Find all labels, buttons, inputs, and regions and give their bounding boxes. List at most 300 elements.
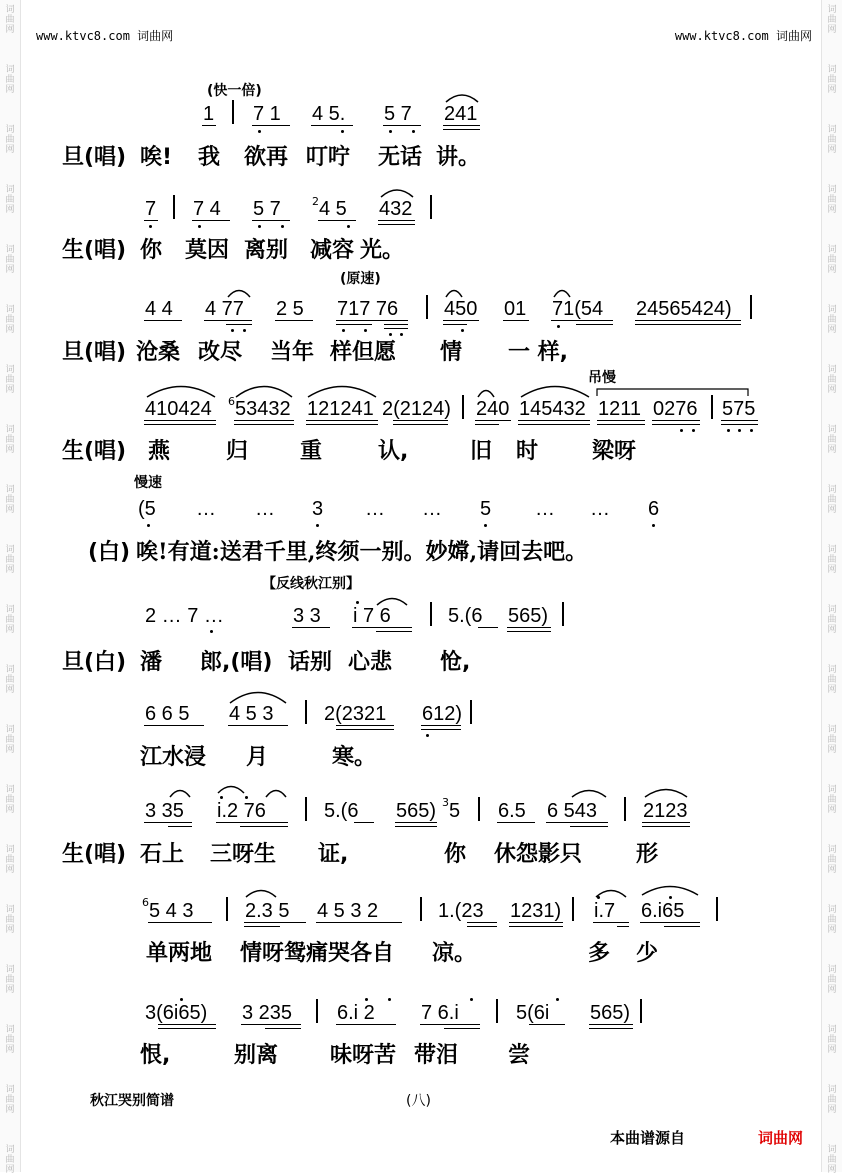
side-watermark: 词 曲 网 (5, 425, 15, 455)
low-dot (750, 429, 753, 432)
grace-note: 3 (442, 796, 449, 809)
side-watermark: 词 曲 网 (827, 905, 837, 935)
lyric: 单两地 (146, 941, 213, 966)
beam (158, 1028, 216, 1029)
beam (640, 922, 700, 923)
note: 4 5 (319, 198, 347, 220)
lyric: 恨, (140, 1043, 171, 1068)
slur (306, 382, 378, 398)
side-watermark: 词 曲 网 (827, 185, 837, 215)
beam (589, 1028, 633, 1029)
note: 1 (203, 103, 215, 125)
lyric: 梁呀 (592, 439, 637, 464)
beam (202, 125, 216, 126)
side-watermark: 词 曲 网 (827, 605, 837, 635)
beam (478, 627, 498, 628)
low-dot (412, 130, 415, 133)
lyric: 改尽 (198, 340, 243, 365)
barline (226, 897, 228, 921)
barline (562, 602, 564, 626)
beam (467, 922, 497, 923)
left-watermark-strip (0, 0, 21, 1172)
note: … (422, 498, 442, 520)
barline (640, 999, 642, 1023)
beam (475, 424, 499, 425)
barline (420, 897, 422, 921)
low-dot (341, 130, 344, 133)
beam (509, 922, 563, 923)
side-watermark: 词 曲 网 (5, 65, 15, 95)
beam (475, 420, 511, 421)
role-label: 生(唱) (62, 842, 127, 867)
side-watermark: 词 曲 网 (827, 1145, 837, 1175)
side-watermark: 词 曲 网 (5, 845, 15, 875)
grace-note: 6 (228, 395, 235, 408)
slur (226, 286, 252, 298)
note: 6.i65 (641, 900, 685, 922)
beam (252, 125, 290, 126)
beam (421, 725, 461, 726)
lyric: 尝 (508, 1043, 531, 1068)
tempo-mark: 慢速 (134, 475, 162, 491)
barline (426, 295, 428, 319)
beam (589, 1024, 633, 1025)
note: 5.(6 (448, 605, 483, 627)
slur (519, 382, 591, 398)
side-watermark: 词 曲 网 (5, 665, 15, 695)
beam (311, 125, 353, 126)
lyric: 归 (226, 439, 249, 464)
lyric: 离别 (244, 238, 289, 263)
note: 5.(6 (324, 800, 359, 822)
side-watermark: 词 曲 网 (827, 485, 837, 515)
beam (306, 424, 378, 425)
beam (444, 1028, 480, 1029)
beam (204, 320, 252, 321)
beam (336, 320, 408, 321)
beam (252, 220, 290, 221)
side-watermark: 词 曲 网 (827, 725, 837, 755)
lyric: 潘 (140, 650, 163, 675)
high-dot (365, 998, 368, 1001)
side-watermark: 词 曲 网 (827, 5, 837, 35)
lyric: 少 (636, 941, 659, 966)
beam (378, 224, 415, 225)
side-watermark: 词 曲 网 (5, 965, 15, 995)
beam (158, 1024, 216, 1025)
low-dot (198, 225, 201, 228)
note: … (590, 498, 610, 520)
note: 2123 (643, 800, 688, 822)
low-dot (389, 130, 392, 133)
score-title: 秋江哭别简谱 (90, 1093, 174, 1109)
high-dot (180, 998, 183, 1001)
note: 53432 (235, 398, 291, 420)
spoken-text: 唉!有道:送君千里,终须一别。妙嫦,请回去吧。 (136, 539, 588, 565)
lyric: 别离 (234, 1043, 279, 1068)
note: i.7 (594, 900, 616, 922)
beam (354, 822, 374, 823)
low-dot (557, 325, 560, 328)
lyric: 石上 (140, 842, 185, 867)
note: 4 5. (312, 103, 346, 125)
side-watermark: 词 曲 网 (5, 905, 15, 935)
beam (265, 1028, 301, 1029)
note: … (255, 498, 275, 520)
note: 7 4 (193, 198, 221, 220)
note: i.2 76 (217, 800, 266, 822)
beam (316, 922, 402, 923)
tempo-mark: (快一倍) (207, 83, 262, 99)
lyric: 沧桑 (136, 340, 181, 365)
beam (168, 826, 192, 827)
beam (336, 729, 394, 730)
note: 5 7 (253, 198, 281, 220)
right-watermark-strip (821, 0, 842, 1172)
barline (305, 700, 307, 724)
barline (470, 700, 472, 724)
note: 2 … 7 … (145, 605, 224, 627)
barline (750, 295, 752, 319)
low-dot (149, 225, 152, 228)
side-watermark: 词 曲 网 (5, 365, 15, 395)
lyric: 讲。 (436, 145, 481, 170)
note: 612) (422, 703, 463, 725)
lyric: 怆, (440, 650, 471, 675)
side-watermark: 词 曲 网 (827, 125, 837, 155)
beam (597, 420, 645, 421)
lyric: 证, (318, 842, 349, 867)
beam (393, 420, 448, 421)
beam (635, 324, 741, 325)
note: 7 6.i (421, 1002, 459, 1024)
note: (5 (138, 498, 156, 520)
low-dot (231, 329, 234, 332)
lyric: 心悲 (348, 650, 393, 675)
barline (305, 797, 307, 821)
note: 4 5 3 (229, 703, 274, 725)
note: 6.5 (498, 800, 526, 822)
note: 6 (648, 498, 660, 520)
beam (551, 320, 613, 321)
barline (711, 395, 713, 419)
lyric: 情呀鸳痛哭各自 (240, 941, 395, 966)
tempo-mark: (原速) (340, 271, 381, 287)
beam (597, 424, 645, 425)
beam (144, 220, 158, 221)
lyric: 我 (198, 145, 221, 170)
low-dot (243, 329, 246, 332)
beam (144, 424, 216, 425)
low-dot (738, 429, 741, 432)
beam (234, 424, 294, 425)
beam (384, 328, 408, 329)
barline (572, 897, 574, 921)
high-dot (669, 896, 672, 899)
lyric: 郎,(唱) (200, 650, 273, 675)
beam (664, 926, 700, 927)
lyric: 燕 (148, 439, 171, 464)
lyric: 你 (444, 842, 467, 867)
high-dot (597, 896, 600, 899)
lyric: 休怨影只 (494, 842, 583, 867)
lyric: 无话 (378, 145, 423, 170)
beam (378, 220, 415, 221)
note: 1211 (598, 398, 642, 420)
low-dot (484, 524, 487, 527)
beam (241, 1024, 301, 1025)
lyric: 认, (378, 439, 409, 464)
high-dot (556, 998, 559, 1001)
lyric: 重 (300, 439, 323, 464)
low-dot (692, 429, 695, 432)
page-number: (八) (406, 1093, 431, 1109)
side-watermark: 词 曲 网 (5, 125, 15, 155)
note: 4 77 (205, 298, 244, 320)
beam (443, 324, 467, 325)
side-watermark: 词 曲 网 (827, 65, 837, 95)
beam (234, 420, 294, 421)
low-dot (680, 429, 683, 432)
note: … (196, 498, 216, 520)
role-label: 生(唱) (62, 439, 127, 464)
note: 575 (722, 398, 756, 420)
source-label: 本曲谱源自 (610, 1129, 686, 1147)
low-dot (364, 329, 367, 332)
high-dot (388, 998, 391, 1001)
side-watermark: 词 曲 网 (827, 785, 837, 815)
banshi-title: 【反线秋江别】 (262, 576, 360, 592)
note: 5(6i (516, 1002, 550, 1024)
side-watermark: 词 曲 网 (5, 485, 15, 515)
beam (652, 420, 700, 421)
slur (264, 786, 288, 798)
beam (336, 324, 372, 325)
side-watermark: 词 曲 网 (5, 605, 15, 635)
beam (376, 631, 412, 632)
note: 6.i 2 (337, 1002, 375, 1024)
beam (395, 822, 437, 823)
note: 01 (504, 298, 527, 320)
beam (395, 826, 437, 827)
lyric: 带泪 (414, 1043, 459, 1068)
beam (393, 424, 448, 425)
note: 565) (508, 605, 549, 627)
high-dot (470, 998, 473, 1001)
beam (318, 220, 356, 221)
beam (503, 320, 529, 321)
note: 3 (312, 498, 324, 520)
beam (336, 1024, 396, 1025)
lyric: 样但愿 (330, 340, 397, 365)
lyric: 减容 (310, 238, 355, 263)
beam (148, 922, 212, 923)
beam (518, 420, 590, 421)
low-dot (316, 524, 319, 527)
beam (507, 627, 551, 628)
beam (652, 424, 700, 425)
note: 24565424) (636, 298, 732, 320)
note: 7 (145, 198, 157, 220)
beam (144, 320, 182, 321)
note: 450 (444, 298, 478, 320)
note: 717 76 (337, 298, 399, 320)
tempo-mark: 吊慢 (588, 370, 616, 386)
beam (443, 125, 480, 126)
barline (478, 797, 480, 821)
slur (444, 91, 480, 103)
note: 121241 (307, 398, 374, 420)
beam (497, 822, 535, 823)
side-watermark: 词 曲 网 (5, 785, 15, 815)
slur (640, 882, 700, 896)
slur (244, 886, 278, 898)
note: 0276 (653, 398, 698, 420)
high-dot (356, 601, 359, 604)
slur (168, 786, 192, 798)
note: 3 235 (242, 1002, 293, 1024)
beam (721, 420, 758, 421)
beam (518, 424, 590, 425)
side-watermark: 词 曲 网 (5, 545, 15, 575)
barline (173, 195, 175, 219)
side-watermark: 词 曲 网 (5, 1145, 15, 1175)
beam (384, 324, 408, 325)
slur (228, 688, 288, 704)
note: 240 (476, 398, 510, 420)
note: 4 4 (145, 298, 173, 320)
source-brand-link[interactable]: 词曲网 (758, 1129, 804, 1147)
note: 6 6 5 (145, 703, 190, 725)
beam (275, 320, 313, 321)
barline (232, 100, 234, 124)
note: … (535, 498, 555, 520)
beam (443, 129, 480, 130)
note: 5 (480, 498, 492, 520)
barline (624, 797, 626, 821)
beam (240, 826, 288, 827)
note: 145432 (519, 398, 586, 420)
side-watermark: 词 曲 网 (827, 845, 837, 875)
beam (420, 1024, 480, 1025)
lyric: 凉。 (432, 941, 477, 966)
note: 565) (590, 1002, 631, 1024)
beam (467, 926, 497, 927)
beam (352, 627, 412, 628)
beam (642, 826, 690, 827)
beam (336, 725, 394, 726)
note: 4 5 3 2 (317, 900, 379, 922)
low-dot (461, 329, 464, 332)
low-dot (652, 524, 655, 527)
beam (226, 324, 252, 325)
beam (635, 320, 741, 321)
lyric: 情 (440, 340, 463, 365)
role-label: 生(唱) (62, 238, 127, 263)
note: 1.(23 (438, 900, 484, 922)
lyric: 话别 (288, 650, 333, 675)
low-dot (342, 329, 345, 332)
low-dot (400, 333, 403, 336)
lyric: 唉! (140, 145, 173, 170)
side-watermark: 词 曲 网 (827, 305, 837, 335)
slur (552, 286, 572, 298)
slur (444, 286, 464, 298)
side-watermark: 词 曲 网 (5, 1025, 15, 1055)
note: 2 5 (276, 298, 304, 320)
beam (421, 729, 461, 730)
lyric: 形 (636, 842, 659, 867)
beam (144, 725, 204, 726)
slur (379, 186, 415, 198)
lyric: 味呀苦 (330, 1043, 397, 1068)
note: 2.3 5 (245, 900, 290, 922)
note: 3 3 (293, 605, 321, 627)
note: 432 (379, 198, 413, 220)
lyric: 多 (588, 941, 611, 966)
note: i 7 6 (353, 605, 391, 627)
barline (430, 195, 432, 219)
side-watermark: 词 曲 网 (5, 5, 15, 35)
note: 7 1 (253, 103, 281, 125)
role-label: (白) (88, 540, 131, 565)
side-watermark: 词 曲 网 (5, 725, 15, 755)
note: 5 7 (384, 103, 412, 125)
side-watermark: 词 曲 网 (5, 245, 15, 275)
side-watermark: 词 曲 网 (5, 1085, 15, 1115)
note: 5 4 3 (149, 900, 194, 922)
beam (228, 725, 288, 726)
beam (292, 627, 330, 628)
beam (144, 420, 216, 421)
low-dot (281, 225, 284, 228)
lyric: 你 (140, 238, 163, 263)
low-dot (347, 225, 350, 228)
slur (570, 786, 608, 798)
note: 71(54 (552, 298, 604, 320)
beam (509, 926, 563, 927)
header-url-left: www.ktvc8.com 词曲网 (36, 29, 174, 43)
side-watermark: 词 曲 网 (827, 245, 837, 275)
lyric: 寒。 (332, 745, 377, 770)
role-label: 旦(白) (62, 650, 127, 675)
side-watermark: 词 曲 网 (827, 365, 837, 395)
beam (383, 125, 421, 126)
grace-note: 6 (142, 896, 149, 909)
beam (721, 424, 758, 425)
side-watermark: 词 曲 网 (827, 425, 837, 455)
note: 241 (444, 103, 478, 125)
side-watermark: 词 曲 网 (827, 545, 837, 575)
slur (643, 786, 689, 798)
note: 5 (449, 800, 461, 822)
slur (145, 382, 217, 398)
lyric: 莫因 (185, 238, 230, 263)
low-dot (426, 734, 429, 737)
header-url-right: www.ktvc8.com 词曲网 (674, 29, 812, 43)
beam (617, 926, 629, 927)
low-dot (727, 429, 730, 432)
note: … (365, 498, 385, 520)
barline (462, 395, 464, 419)
beam (443, 320, 479, 321)
lyric: 时 (516, 439, 539, 464)
side-watermark: 词 曲 网 (5, 185, 15, 215)
side-watermark: 词 曲 网 (827, 1025, 837, 1055)
beam (216, 822, 288, 823)
lyric: 当年 (270, 340, 315, 365)
lyric: 月 (246, 745, 269, 770)
